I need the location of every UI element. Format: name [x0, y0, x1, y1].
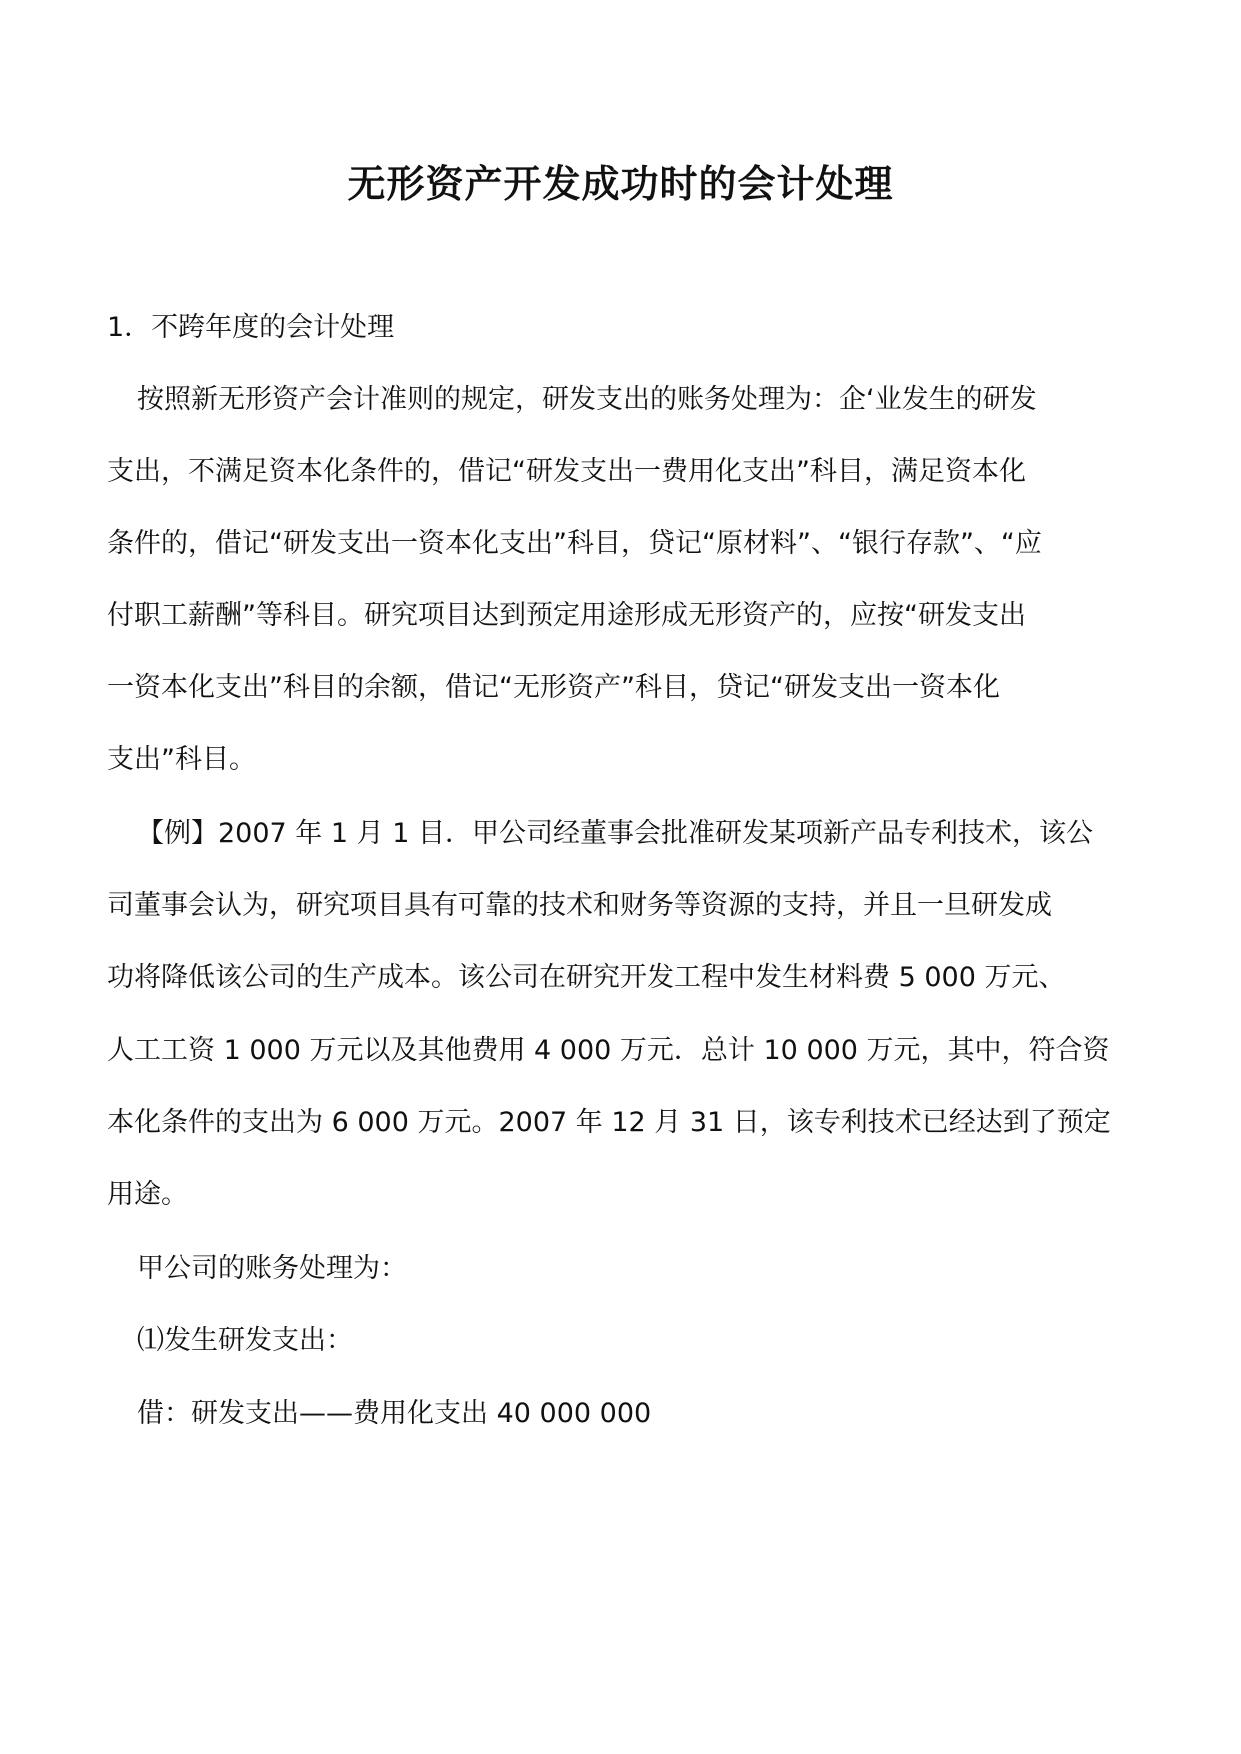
example-line: 用途。 — [107, 1179, 188, 1210]
paragraph-line: 按照新无形资产会计准则的规定，研发支出的账务处理为：企‘业发生的研发 — [137, 384, 1037, 415]
example-line: 【例】2007 年 1 月 1 目．甲公司经董事会批准研发某项新产品专利技术，该公 — [137, 818, 1093, 849]
paragraph-line: 条件的，借记“研发支出一资本化支出”科目，贷记“原材料”、“银行存款”、“应 — [107, 528, 1042, 559]
paragraph-line: 支出”科目。 — [107, 744, 256, 775]
section-heading: 1．不跨年度的会计处理 — [107, 312, 395, 343]
paragraph-line: 付职工薪酬”等科目。研究项目达到预定用途形成无形资产的，应按“研发支出 — [107, 600, 1026, 631]
example-line: 本化条件的支出为 6 000 万元。2007 年 12 月 31 日，该专利技术已经达到了预定 — [107, 1107, 1111, 1138]
document-title: 无形资产开发成功时的会计处理 — [347, 161, 894, 206]
example-line: 功将降低该公司的生产成本。该公司在研究开发工程中发生材料费 5 000 万元、 — [107, 962, 1066, 993]
example-line: 人工工资 1 000 万元以及其他费用 4 000 万元．总计 10 000 万元，其中，符合资 — [107, 1035, 1110, 1066]
step-label: ⑴发生研发支出： — [137, 1325, 353, 1356]
example-line: 司董事会认为，研究项目具有可靠的技术和财务等资源的支持，并且一旦研发成 — [107, 890, 1052, 921]
paragraph-line: 一资本化支出”科目的余额，借记“无形资产”科目，贷记“研发支出一资本化 — [107, 672, 1000, 703]
accounting-intro: 甲公司的账务处理为： — [137, 1253, 407, 1284]
journal-entry-debit: 借：研发支出——费用化支出 40 000 000 — [137, 1398, 652, 1429]
paragraph-line: 支出，不满足资本化条件的，借记“研发支出一费用化支出”科目，满足资本化 — [107, 456, 1026, 487]
